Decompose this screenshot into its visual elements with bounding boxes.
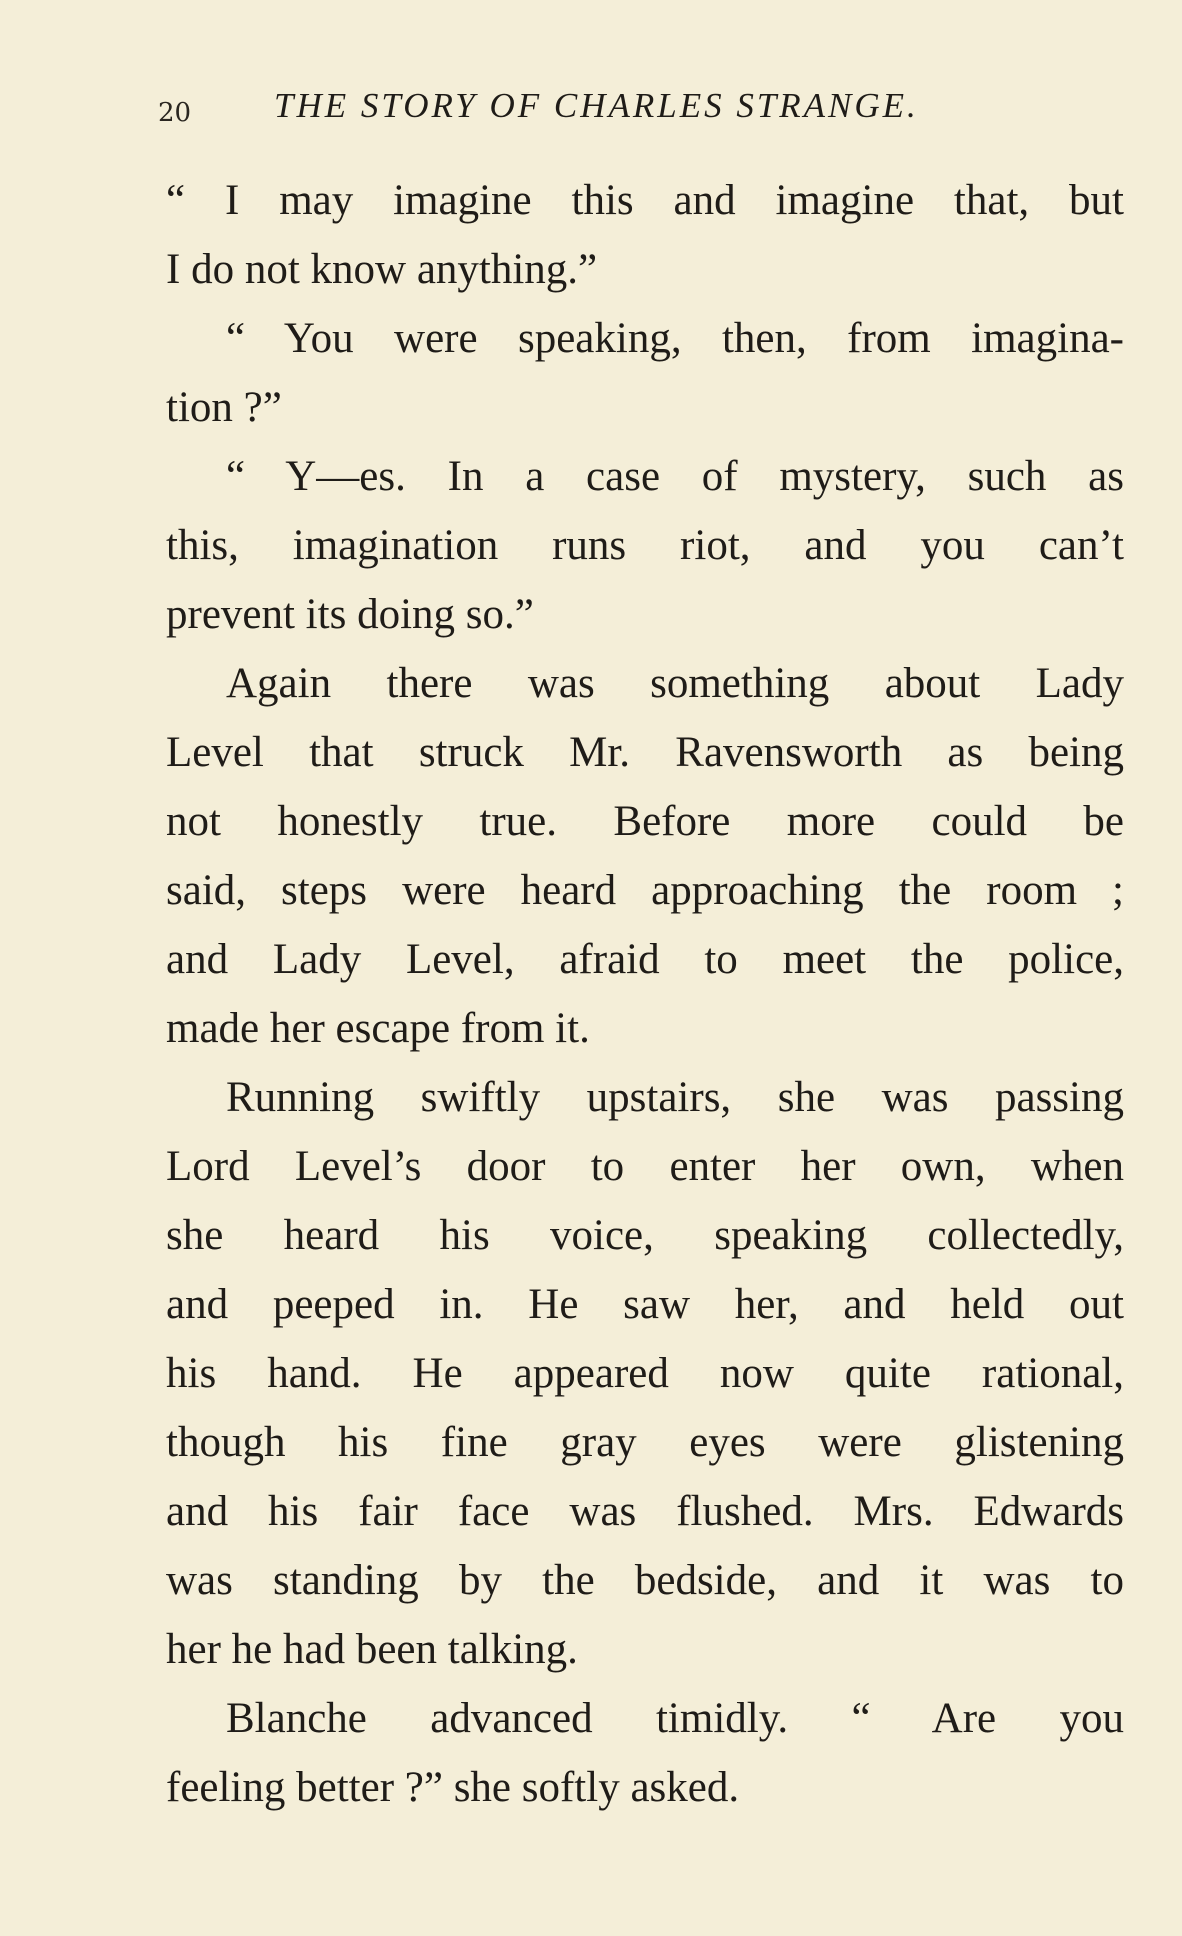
body-text — [166, 166, 1126, 1822]
text-line: and his fair face was flushed. Mrs. Edwards — [166, 1488, 1124, 1535]
text-line: “ I may imagine this and imagine that, but — [166, 177, 1124, 224]
text-line: was standing by the bedside, and it was to — [166, 1557, 1124, 1604]
text-line: I do not know anything.” — [166, 246, 598, 293]
page-number: 20 — [158, 98, 192, 128]
text-line: his hand. He appeared now quite rational, — [166, 1350, 1124, 1397]
text-line: Again there was something about Lady — [226, 660, 1124, 707]
text-line: “ Y—es. In a case of mystery, such as — [226, 453, 1124, 500]
text-line: though his fine gray eyes were glistening — [166, 1419, 1124, 1466]
text-line: “ You were speaking, then, from imagina- — [226, 315, 1124, 362]
text-line: said, steps were heard approaching the room ; — [166, 867, 1124, 914]
text-line: made her escape from it. — [166, 1005, 590, 1052]
text-line: this, imagination runs riot, and you can’t — [166, 522, 1124, 569]
page-header — [158, 82, 1004, 132]
text-line: prevent its doing so.” — [166, 591, 534, 638]
text-line: feeling better ?” she softly asked. — [166, 1764, 740, 1811]
text-line: Blanche advanced timidly. “ Are you — [226, 1695, 1124, 1742]
text-line: Level that struck Mr. Ravensworth as being — [166, 729, 1124, 776]
text-line: Running swiftly upstairs, she was passing — [226, 1074, 1124, 1121]
text-line: not honestly true. Before more could be — [166, 798, 1124, 845]
text-line: her he had been talking. — [166, 1626, 578, 1673]
text-line: she heard his voice, speaking collectedly, — [166, 1212, 1124, 1259]
text-line: Lord Level’s door to enter her own, when — [166, 1143, 1124, 1190]
text-line: and Lady Level, afraid to meet the police, — [166, 936, 1124, 983]
running-head: THE STORY OF CHARLES STRANGE. — [274, 86, 919, 125]
text-line: tion ?” — [166, 384, 282, 431]
text-line: and peeped in. He saw her, and held out — [166, 1281, 1124, 1328]
